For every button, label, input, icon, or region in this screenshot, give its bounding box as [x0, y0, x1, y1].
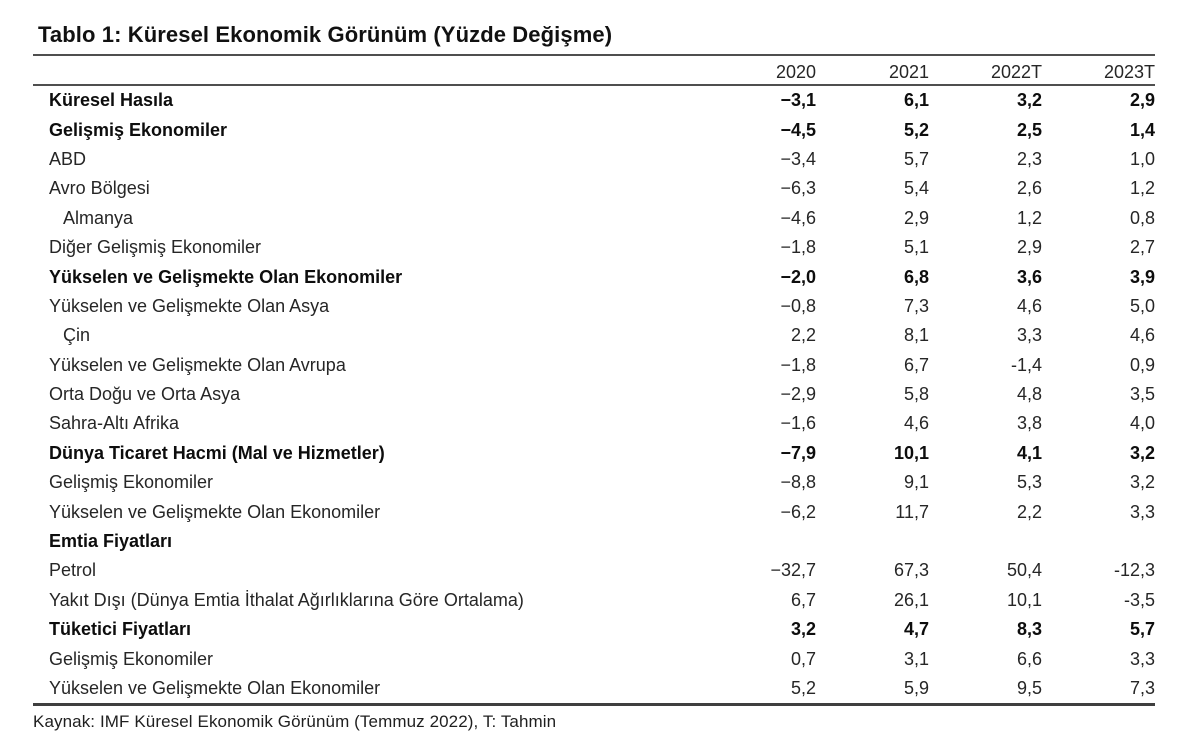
row-value: 5,9 — [903, 678, 929, 698]
row-value: 9,5 — [1016, 678, 1042, 698]
row-value: 5,8 — [903, 384, 929, 405]
row-value: −8,8 — [780, 472, 816, 493]
row-value: 3,3 — [1016, 325, 1042, 346]
row-value: 5,7 — [1129, 619, 1155, 640]
row-label: Gelişmiş Ekonomiler — [49, 472, 214, 493]
row-label: Gelişmiş Ekonomiler — [49, 119, 228, 140]
row-value: 1,2 — [1016, 207, 1042, 228]
row-value: 10,1 — [893, 442, 929, 463]
row-label: Tüketici Fiyatları — [49, 619, 192, 640]
row-value: 3,2 — [790, 619, 816, 640]
row-value: −4,6 — [780, 207, 816, 228]
row-label: Yükselen ve Gelişmekte Olan Asya — [49, 295, 330, 316]
row-value: 7,3 — [903, 295, 929, 316]
table-row — [33, 409, 1155, 438]
row-label: Yakıt Dışı (Dünya Emtia İthalat Ağırlıklarına Göre Ortalama) — [49, 589, 524, 610]
row-value: 3,2 — [1129, 442, 1155, 463]
column-header-2022t: 2022T — [990, 62, 1042, 82]
row-value: 3,5 — [1129, 384, 1155, 405]
row-value: 4,7 — [903, 619, 929, 640]
row-value: 0,9 — [1129, 354, 1155, 375]
row-value: 8,1 — [903, 325, 929, 346]
row-value: 7,3 — [1129, 678, 1155, 698]
row-value: 5,2 — [790, 678, 816, 698]
row-value: 4,1 — [1016, 442, 1042, 463]
row-value: 2,6 — [1016, 178, 1042, 199]
row-value: 0,7 — [790, 648, 816, 669]
row-label: Orta Doğu ve Orta Asya — [49, 384, 241, 405]
table-row — [33, 497, 1155, 526]
row-value: 2,3 — [1016, 148, 1042, 169]
row-value: 4,8 — [1016, 384, 1042, 405]
table-row — [33, 380, 1155, 409]
row-value: 2,9 — [903, 207, 929, 228]
row-value: −2,9 — [780, 384, 816, 405]
column-header-2023t: 2023T — [1103, 62, 1155, 82]
row-value: −1,8 — [780, 237, 816, 258]
row-value: 5,7 — [903, 148, 929, 169]
row-label: Gelişmiş Ekonomiler — [49, 648, 214, 669]
table-row — [33, 145, 1155, 174]
table-row — [33, 468, 1155, 497]
row-value: 3,8 — [1016, 413, 1042, 434]
row-value: 2,2 — [1016, 501, 1042, 522]
table-row — [33, 204, 1155, 233]
row-value: −1,6 — [780, 413, 816, 434]
row-label: Sahra-Altı Afrika — [49, 413, 180, 434]
row-value: 6,7 — [903, 354, 929, 375]
row-label: Yükselen ve Gelişmekte Olan Avrupa — [49, 354, 346, 375]
row-value: −3,1 — [780, 90, 816, 111]
table-row — [33, 262, 1155, 291]
table-row — [33, 527, 1155, 556]
row-label: Diğer Gelişmiş Ekonomiler — [49, 237, 262, 258]
row-value: 5,1 — [903, 237, 929, 258]
row-value: −4,5 — [780, 119, 816, 140]
row-label: Almanya — [63, 207, 134, 228]
row-label: Yükselen ve Gelişmekte Olan Ekonomiler — [49, 678, 381, 698]
table-row — [33, 615, 1155, 644]
row-value: 5,4 — [903, 178, 929, 199]
row-value: 1,4 — [1129, 119, 1155, 140]
row-label: Küresel Hasıla — [49, 90, 174, 111]
row-value: 50,4 — [1006, 560, 1042, 581]
row-value: 1,2 — [1129, 178, 1155, 199]
row-value: 3,6 — [1016, 266, 1042, 287]
table-row — [33, 174, 1155, 203]
row-value: 0,8 — [1129, 207, 1155, 228]
row-label: Yükselen ve Gelişmekte Olan Ekonomiler — [49, 266, 403, 287]
row-value: −0,8 — [780, 295, 816, 316]
row-value: 4,0 — [1129, 413, 1155, 434]
row-value: -12,3 — [1113, 560, 1155, 581]
row-value: −1,8 — [780, 354, 816, 375]
row-value: −6,3 — [780, 178, 816, 199]
row-value: 3,2 — [1016, 90, 1042, 111]
row-label: ABD — [49, 148, 87, 169]
row-value: 5,2 — [903, 119, 929, 140]
row-value: −6,2 — [780, 501, 816, 522]
row-value: −2,0 — [780, 266, 816, 287]
row-value: 4,6 — [903, 413, 929, 434]
row-value: 2,9 — [1016, 237, 1042, 258]
column-header-2020: 2020 — [775, 62, 816, 82]
row-label: Emtia Fiyatları — [49, 531, 173, 552]
row-value: -3,5 — [1123, 589, 1155, 610]
table-title: Tablo 1: Küresel Ekonomik Görünüm (Yüzde Değişme) — [33, 22, 1155, 56]
row-label: Yükselen ve Gelişmekte Olan Ekonomiler — [49, 501, 381, 522]
row-value: 3,9 — [1129, 266, 1155, 287]
table-row — [33, 351, 1155, 380]
row-value: 10,1 — [1006, 589, 1042, 610]
row-value: 4,6 — [1129, 325, 1155, 346]
row-value: 5,3 — [1016, 472, 1042, 493]
row-label: Avro Bölgesi — [49, 178, 150, 199]
economic-outlook-table — [33, 56, 1155, 706]
row-value: 2,2 — [790, 325, 816, 346]
row-value: 3,3 — [1129, 648, 1155, 669]
table-row — [33, 292, 1155, 321]
row-value: 5,0 — [1129, 295, 1155, 316]
table-row — [33, 86, 1155, 115]
row-value: 11,7 — [895, 501, 929, 522]
table-body — [33, 86, 1155, 706]
source-note: Kaynak: IMF Küresel Ekonomik Görünüm (Temmuz 2022), T: Tahmin — [33, 712, 557, 732]
row-value: 67,3 — [893, 560, 929, 581]
row-value: 26,1 — [893, 589, 929, 610]
table-header-row — [33, 56, 1155, 86]
row-value: 3,1 — [903, 648, 929, 669]
column-header-2021: 2021 — [888, 62, 929, 82]
row-value: 3,2 — [1129, 472, 1155, 493]
row-value: −3,4 — [780, 148, 816, 169]
row-value: 2,9 — [1129, 90, 1155, 111]
table-row — [33, 439, 1155, 468]
row-value: 6,1 — [903, 90, 929, 111]
table-row — [33, 586, 1155, 615]
row-value: 2,7 — [1129, 237, 1155, 258]
table-row — [33, 321, 1155, 350]
table-row — [33, 556, 1155, 585]
row-value: 4,6 — [1016, 295, 1042, 316]
row-value: 9,1 — [903, 472, 929, 493]
row-value: 8,3 — [1016, 619, 1042, 640]
row-label: Çin — [63, 325, 91, 346]
row-value: -1,4 — [1010, 354, 1042, 375]
row-value: 6,6 — [1016, 648, 1042, 669]
row-value: 2,5 — [1016, 119, 1042, 140]
table-row — [33, 115, 1155, 144]
row-value: −7,9 — [780, 442, 816, 463]
table-row — [33, 644, 1155, 673]
row-label: Dünya Ticaret Hacmi (Mal ve Hizmetler) — [49, 442, 385, 463]
row-value: 1,0 — [1129, 148, 1155, 169]
row-value: 6,7 — [790, 589, 816, 610]
row-value: −32,7 — [770, 560, 816, 581]
row-label: Petrol — [49, 560, 97, 581]
row-value: 6,8 — [903, 266, 929, 287]
table-row — [33, 674, 1155, 703]
row-value: 3,3 — [1129, 501, 1155, 522]
table-row — [33, 233, 1155, 262]
